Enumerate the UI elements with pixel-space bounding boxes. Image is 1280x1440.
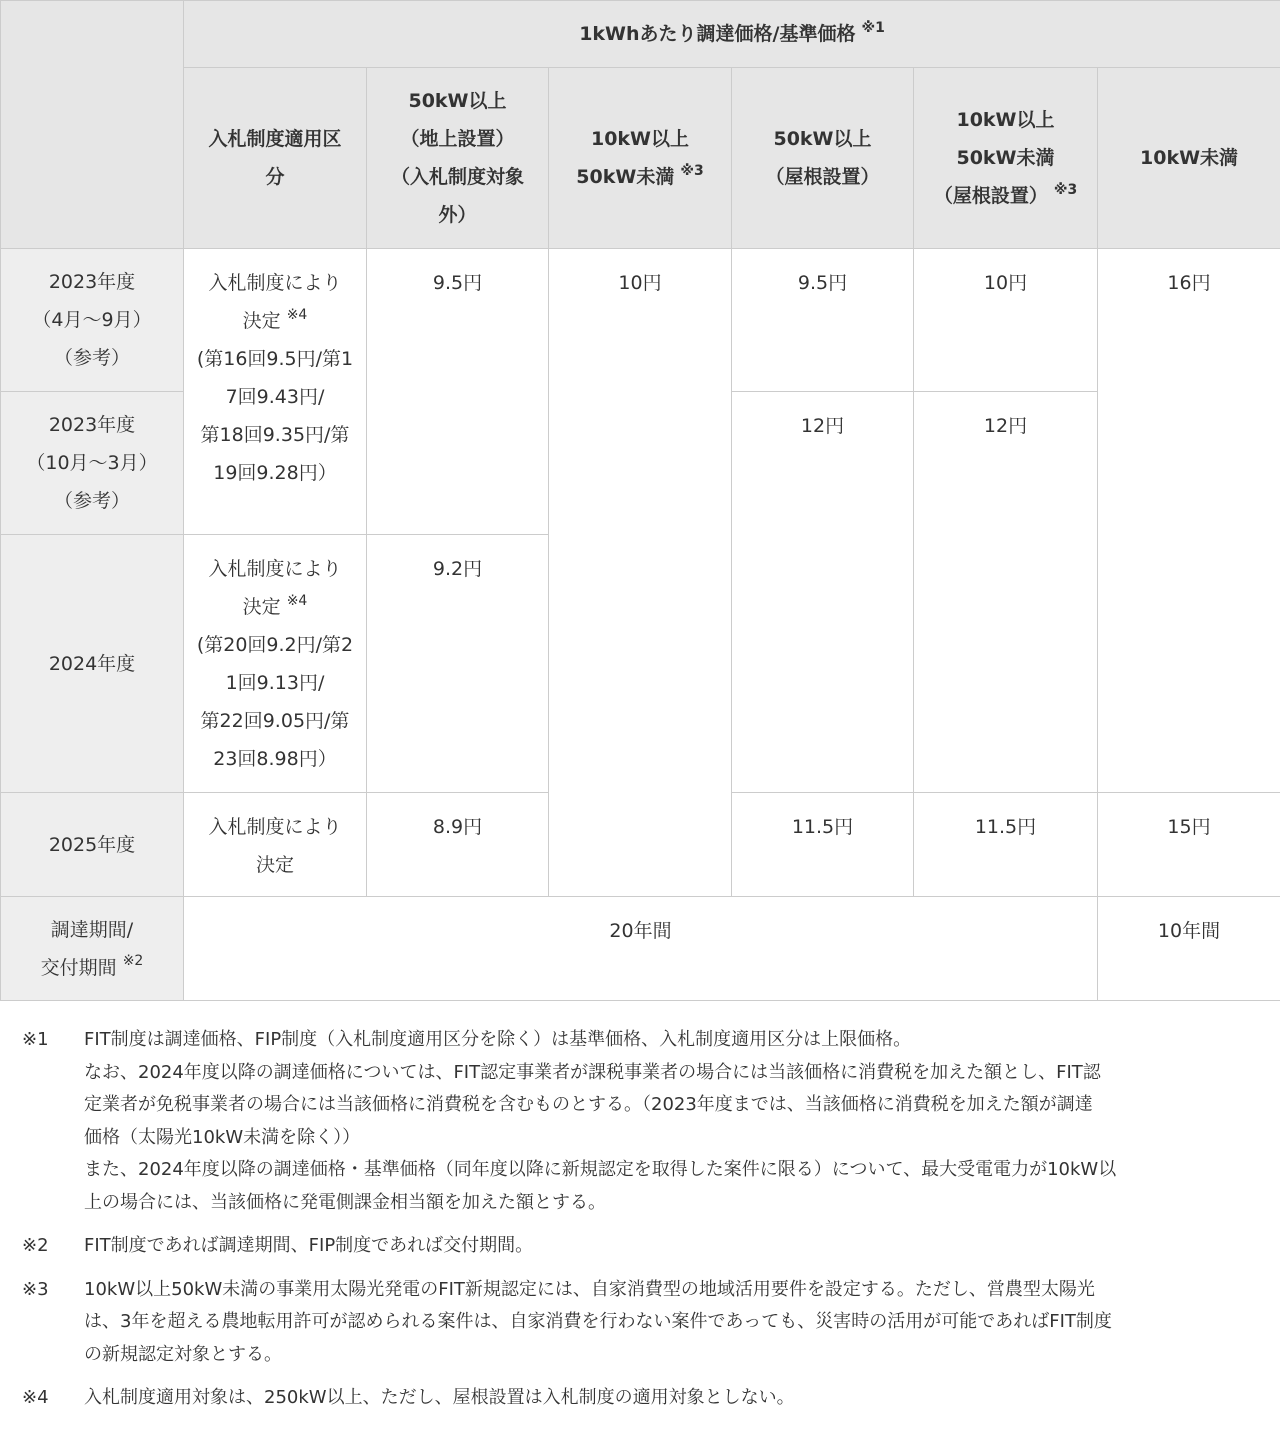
- cell-bid-2024: 入札制度により 決定 $^{※4}$ (第20回9.2円/第2 1回9.13円/ 第22回9.05円/第 23回8.98円）: [184, 535, 367, 793]
- cell-ground-2023: 9.5円: [367, 249, 549, 535]
- footnote-2: ※2 FIT制度であれば調達期間、FIP制度であれば交付期間。: [22, 1230, 1262, 1263]
- cell-period-main: 20年間: [184, 897, 1098, 1001]
- cell-roof50-2025: 11.5円: [732, 793, 914, 897]
- cell-10-50kw-2023-2025: 10円: [549, 249, 732, 897]
- footnote-mark: ※4: [22, 1387, 49, 1408]
- cell-bid-2025: 入札制度により 決定: [184, 793, 367, 897]
- cell-under10-2025: 15円: [1098, 793, 1280, 897]
- price-group-title: 1kWhあたり調達価格/基準価格: [579, 23, 856, 45]
- footnote-4: ※4 入札制度適用対象は、250kW以上、ただし、屋根設置は入札制度の適用対象としない。: [22, 1382, 1262, 1415]
- corner-header: [1, 1, 184, 249]
- col-header-10-50kw-ref: ※3: [680, 162, 704, 179]
- col-header-roof-10-50kw: 10kW以上 50kW未満 （屋根設置） $^{※3}$: [914, 68, 1098, 249]
- row-label-2023-second-half: 2023年度 （10月～3月） （参考）: [1, 392, 184, 535]
- price-group-ref: ※1: [861, 19, 885, 36]
- row-label-2025: 2025年度: [1, 793, 184, 897]
- col-header-ground-50kw: 50kW以上 （地上設置） （入札制度対象 外）: [367, 68, 549, 249]
- bid-2024-ref: ※4: [286, 592, 308, 609]
- footnotes: [22, 1024, 1262, 1426]
- footnote-mark: ※1: [22, 1029, 49, 1050]
- cell-roof50-2023-first-half: 9.5円: [732, 249, 914, 392]
- cell-period-under10: 10年間: [1098, 897, 1280, 1001]
- cell-bid-2023: 入札制度により 決定 $^{※4}$ (第16回9.5円/第1 7回9.43円/ 第18回9.35円/第 19回9.28円）: [184, 249, 367, 535]
- cell-ground-2024: 9.2円: [367, 535, 549, 793]
- price-group-header: [184, 1, 1280, 68]
- cell-roof50-2023-second-half: 12円: [732, 392, 914, 793]
- cell-under10-2023-2024: 16円: [1098, 249, 1280, 793]
- period-ref: ※2: [122, 953, 144, 970]
- col-header-under-10kw: 10kW未満: [1098, 68, 1280, 249]
- col-header-10-50kw: 10kW以上 50kW未満 $^{※3}$: [549, 68, 732, 249]
- col-header-bid: 入札制度適用区 分: [184, 68, 367, 249]
- cell-ground-2025: 8.9円: [367, 793, 549, 897]
- footnote-3: ※3 10kW以上50kW未満の事業用太陽光発電のFIT新規認定には、自家消費型の地域活用要件を設定する。ただし、営農型太陽光 は、3年を超える農地転用許可が認められる案件は、自家消費を行わない案件であっても、災害時の活用が可能であればFIT制度 の新規認定対象とする。: [22, 1274, 1262, 1372]
- col-header-roof-ref: ※3: [1053, 181, 1078, 198]
- footnote-mark: ※3: [22, 1278, 49, 1300]
- cell-roof10-2023-second-half: 12円: [914, 392, 1098, 793]
- footnote-1: ※1 FIT制度は調達価格、FIP制度（入札制度適用区分を除く）は基準価格、入札制度適用区分は上限価格。 なお、2024年度以降の調達価格については、FIT認定事業者が課税事業者の場合には当該価格に消費税を加えた額とし、FIT認 定業者が免税事業者の場合には当該価格に消費税を含むものとする。（2023年度までは、当該価格に消費税を加えた額が調達 価格（太陽光10kW未満を除く）） また、2024年度以降の調達価格・基準価格（同年度以降に新規認定を取得した案件に限る）について、最大受電電力が10kW以 上の場合には、当該価格に発電側課金相当額を加えた額とする。: [22, 1024, 1262, 1219]
- row-label-2023-first-half: 2023年度 （4月～9月） （参考）: [1, 249, 184, 392]
- col-header-roof-50kw: 50kW以上 （屋根設置）: [732, 68, 914, 249]
- row-label-period: 調達期間/ 交付期間 $^{※2}$: [1, 897, 184, 1001]
- row-label-2024: 2024年度: [1, 535, 184, 793]
- cell-roof10-2025: 11.5円: [914, 793, 1098, 897]
- footnote-mark: ※2: [22, 1235, 49, 1256]
- bid-2023-ref: ※4: [286, 306, 308, 323]
- cell-roof10-2023-first-half: 10円: [914, 249, 1098, 392]
